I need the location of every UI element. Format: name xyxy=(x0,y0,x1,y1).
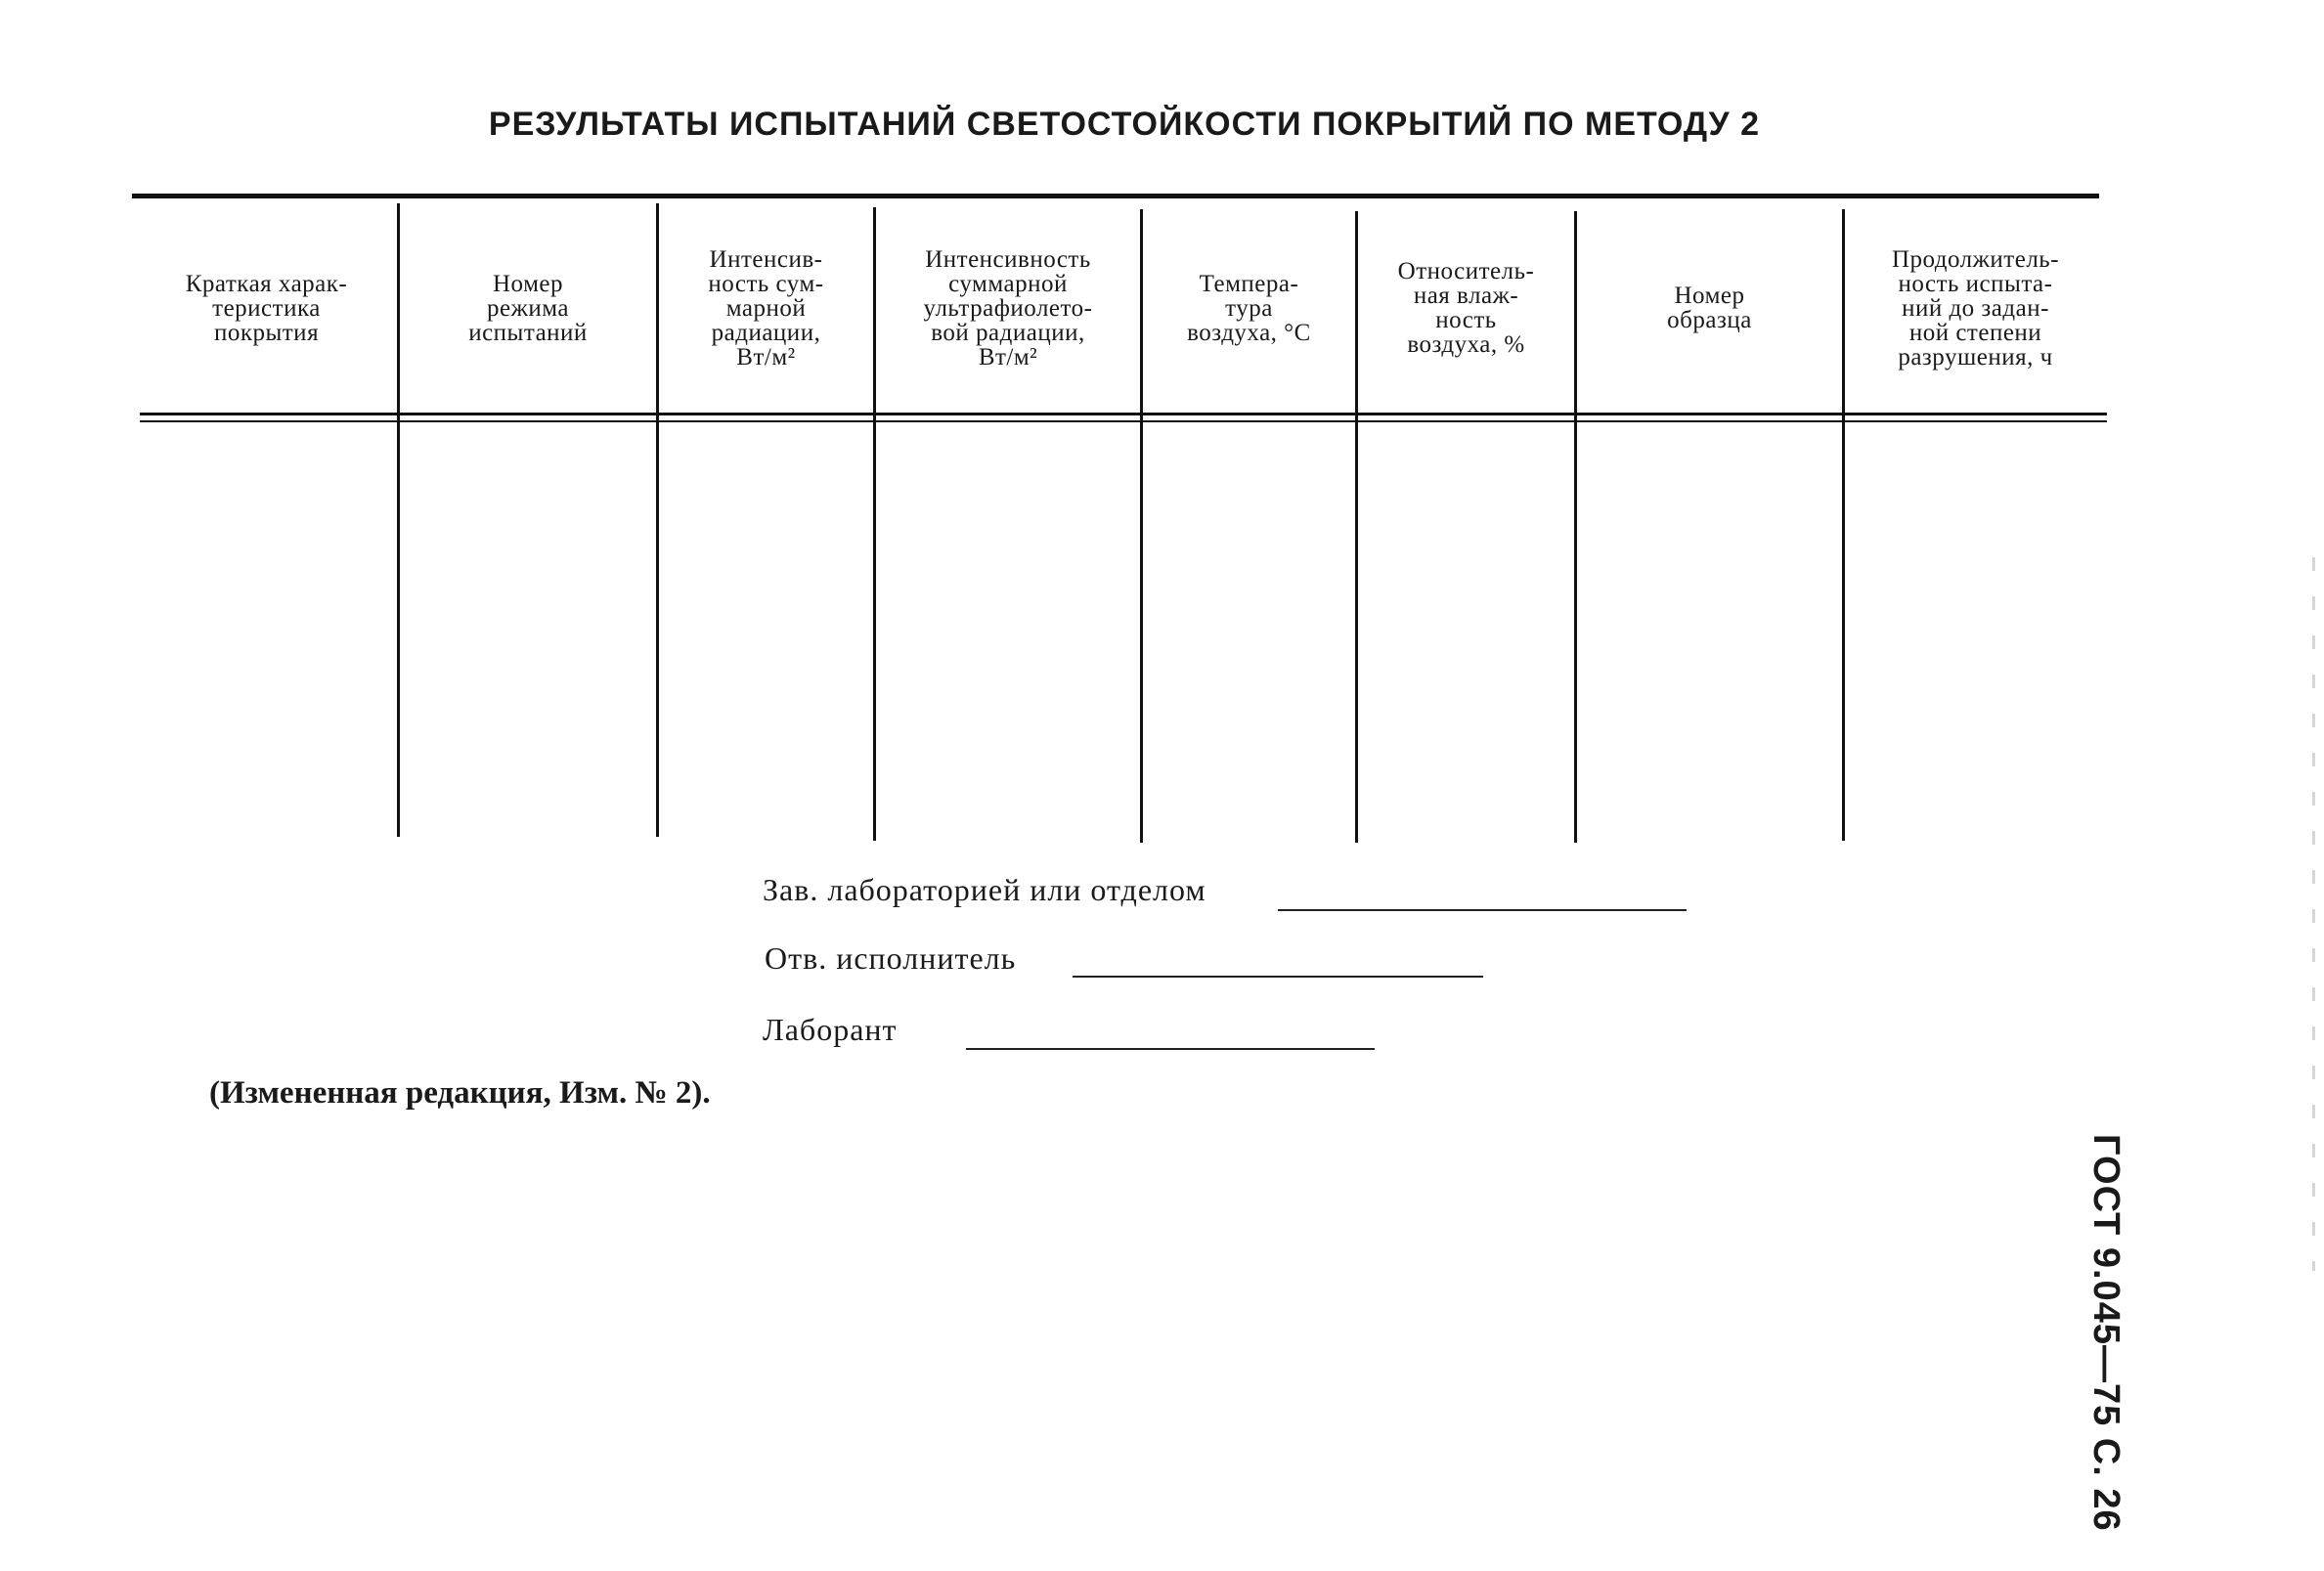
col-sep-4 xyxy=(1140,209,1143,843)
header-uv-radiation: Интенсивность суммарной ультрафиолето- вой радиации, Вт/м² xyxy=(923,245,1093,371)
revision-note: (Измененная редакция, Изм. № 2). xyxy=(209,1075,711,1111)
signature-executor-line xyxy=(1073,976,1483,978)
header-total-radiation: Интенсив- ность сум- марной радиации, Вт/м² xyxy=(708,245,824,371)
signature-lab-line xyxy=(966,1048,1375,1050)
scan-edge-marks xyxy=(2312,557,2315,1271)
header-sample-number: Номер образца xyxy=(1667,283,1752,333)
header-coating-description: Краткая харак- теристика покрытия xyxy=(185,270,348,346)
signature-head-label: Зав. лабораторией или отделом xyxy=(763,872,1206,907)
header-test-mode-number: Номер режима испытаний xyxy=(468,270,588,346)
standard-page-label: ГОСТ 9.045—75 С. 26 xyxy=(2085,1134,2127,1532)
page-title: РЕЗУЛЬТАТЫ ИСПЫТАНИЙ СВЕТОСТОЙКОСТИ ПОКРЫТИЙ ПО МЕТОДУ 2 xyxy=(488,106,1761,143)
header-air-temperature: Темпера- тура воздуха, °С xyxy=(1187,270,1311,346)
header-test-duration: Продолжитель- ность испыта- ний до задан- ной степени разрушения, ч xyxy=(1891,245,2060,371)
signature-lab-label: Лаборант xyxy=(763,1012,898,1047)
col-sep-7 xyxy=(1842,209,1845,841)
signature-executor-label: Отв. исполнитель xyxy=(765,940,1017,976)
col-sep-6 xyxy=(1574,211,1577,843)
col-sep-1 xyxy=(397,203,400,837)
col-sep-5 xyxy=(1355,211,1358,843)
header-rule-1 xyxy=(140,413,2107,415)
header-relative-humidity: Относитель- ная влаж- ность воздуха, % xyxy=(1397,258,1535,358)
col-sep-2 xyxy=(656,203,659,837)
header-rule-2 xyxy=(140,420,2107,422)
signature-head-line xyxy=(1278,909,1687,911)
col-sep-3 xyxy=(873,207,876,841)
table-top-rule xyxy=(132,194,2099,198)
